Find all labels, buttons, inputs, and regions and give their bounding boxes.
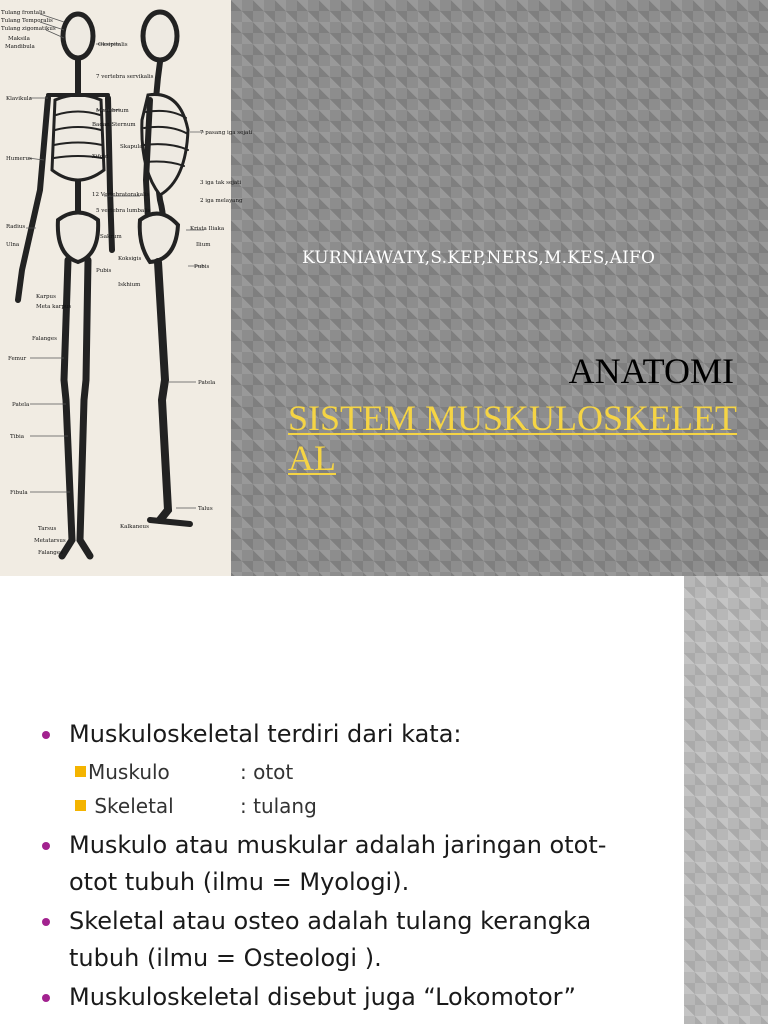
lbl-koksigis: Koksigis — [118, 256, 142, 262]
lbl-tarsus: Tarsus — [38, 526, 57, 532]
lbl-vertebra-torakalis: 12 Vertebratorakalis — [92, 192, 150, 198]
bullet-dot-icon — [42, 842, 50, 850]
lbl-tulang-zigomatikus: Tulang zigomatikus — [1, 26, 56, 32]
lbl-vertebra-servikalis: 7 vertebra servikalis — [96, 74, 154, 80]
bullet-text: Skeletal atau osteo adalah tulang kerangka tubuh (ilmu = Osteologi ). — [69, 907, 592, 972]
lbl-tulang-frontalis: Tulang frontalis — [1, 10, 46, 16]
lbl-femur: Femur — [8, 356, 27, 362]
lbl-fibula: Fibula — [10, 490, 28, 496]
lbl-falanges-hand: Falanges — [32, 336, 57, 342]
bullet-text: Muskuloskeletal disebut juga “Lokomotor” — [69, 983, 576, 1011]
lbl-metakarpus: Meta karpus — [36, 304, 72, 310]
lbl-iskhium: Iskhium — [118, 282, 141, 288]
front-left-arm — [18, 98, 48, 300]
bullet-dot-icon — [42, 731, 50, 739]
decorative-stripe — [684, 576, 768, 1024]
side-pelvis — [140, 214, 178, 262]
lbl-iga-melayang: 2 iga melayang — [200, 198, 243, 204]
lbl-xifoid: Xifoid — [92, 154, 109, 160]
lbl-metatarsus: Metatarsus — [34, 538, 66, 544]
lbl-krista-iliaka: Krista Iliaka — [190, 226, 225, 232]
lbl-ilium: Ilium — [196, 242, 211, 248]
side-leg — [158, 262, 168, 520]
lbl-ulna: Ulna — [6, 242, 20, 248]
bullet-item — [40, 903, 650, 977]
lbl-skapula: Skapula — [120, 144, 143, 150]
sub-bullet-definition: : tulang — [240, 794, 317, 818]
lbl-klavikula: Klavikula — [6, 96, 32, 102]
lbl-talus: Talus — [198, 506, 213, 512]
lbl-oksipitalis: Oksipitalis — [98, 42, 128, 48]
bullet-dot-icon — [42, 918, 50, 926]
sub-bullet-term: Skeletal — [88, 794, 174, 818]
lbl-badan-sternum: Badan Sternum — [92, 122, 136, 128]
lbl-vertebra-lumbalis: 5 vertebra lumbalis — [96, 208, 151, 214]
lbl-manubrium: Manubrium — [96, 108, 129, 114]
lbl-pubis-front: Pubis — [96, 268, 112, 274]
lbl-radius: Radius — [6, 224, 26, 230]
square-bullet-icon — [75, 766, 86, 777]
lbl-iga-sejati: 7 pasang iga sejati — [200, 130, 253, 136]
front-right-arm — [108, 98, 112, 250]
lbl-sakrum: Sakrum — [100, 234, 122, 240]
side-skull — [143, 12, 177, 60]
front-right-leg — [80, 260, 90, 556]
bullet-dot-icon — [42, 994, 50, 1002]
lbl-karpus: Karpus — [36, 294, 56, 300]
bullet-item — [40, 716, 650, 753]
skeleton-illustration — [0, 0, 253, 576]
lbl-mandibula: Mandibula — [5, 44, 35, 50]
bullet-text: Muskulo atau muskular adalah jaringan otot-otot tubuh (ilmu = Myologi). — [69, 831, 607, 896]
lbl-patela-front: Patela — [12, 402, 30, 408]
lbl-iga-tak-sejati: 3 iga tak sejati — [200, 180, 242, 186]
lbl-maksila: Maksila — [8, 36, 30, 42]
sub-bullet-term: Muskulo — [88, 760, 170, 784]
lbl-tulang-temporalis: Tulang Temporalis — [1, 18, 53, 24]
lbl-patela-side: Patela — [198, 380, 216, 386]
side-foot — [150, 520, 190, 524]
bullet-item — [40, 979, 650, 1016]
lbl-kalkaneus: Kalkaneus — [120, 524, 149, 530]
content-slide — [0, 576, 768, 1024]
lbl-humerus: Humerus — [6, 156, 32, 162]
bullet-list — [40, 716, 650, 1018]
sub-bullet-item — [40, 755, 650, 789]
slide-kicker: ANATOMI — [568, 351, 734, 391]
bullet-text: Muskuloskeletal terdiri dari kata: — [69, 720, 462, 748]
bullet-item — [40, 827, 650, 901]
author-credit: KURNIAWATY,S.KEP,NERS,M.KES,AIFO — [302, 248, 656, 268]
front-skull — [63, 14, 93, 58]
lbl-falanges-foot: Falanges — [38, 550, 63, 556]
lbl-pubis-side: Pubis — [194, 264, 210, 270]
slide-title: SISTEM MUSKULOSKELETAL — [288, 398, 738, 478]
front-pelvis — [58, 213, 98, 263]
skeleton-figure — [0, 0, 253, 576]
square-bullet-icon — [75, 800, 86, 811]
sub-bullet-definition: : otot — [240, 760, 294, 784]
sub-bullet-item — [40, 789, 650, 823]
lbl-tibia: Tibia — [10, 434, 24, 440]
